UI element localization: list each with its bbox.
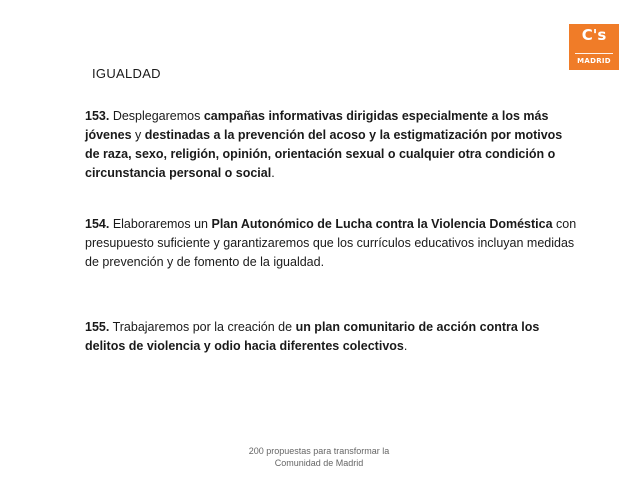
proposal-text: . <box>271 166 275 180</box>
proposal-154 <box>85 215 580 272</box>
proposal-text: . <box>403 339 408 353</box>
footer <box>219 445 419 469</box>
section-title: IGUALDAD <box>92 66 161 81</box>
proposal-153 <box>85 107 580 183</box>
logo-divider <box>575 53 613 54</box>
proposal-number: 153. <box>85 109 110 123</box>
proposal-number: 155. <box>85 320 110 334</box>
footer-line-2: Comunidad de Madrid <box>274 458 364 468</box>
footer-line-1: 200 propuestas para transformar la <box>248 446 390 456</box>
proposal-text: Trabajaremos por la creación de <box>109 320 296 334</box>
proposal-text-bold: campañas informativas dirigidas especialmente a los más jóvenes <box>85 109 549 142</box>
proposal-text: Desplegaremos <box>109 109 204 123</box>
proposal-text-bold: destinadas a la prevención del acoso y la estigmatización por motivos de raza, sexo, religión, opinión, orientación sexual o cualquier otra condición o circunstancia personal o social <box>85 128 563 180</box>
logo <box>569 24 619 70</box>
proposal-text-bold: un plan comunitario de acción contra los delitos de violencia y odio hacia diferentes colectivos <box>85 320 540 353</box>
proposal-text: y <box>131 128 145 142</box>
proposal-text: Elaboraremos un <box>109 217 212 231</box>
proposal-text-bold: Plan Autonómico de Lucha contra la Violencia Doméstica <box>211 217 553 231</box>
logo-subtitle: MADRID <box>577 57 611 65</box>
proposal-155 <box>85 318 580 356</box>
proposal-text: con presupuesto suficiente y garantizaremos que los currículos educativos incluyan medidas de prevención y de fomento de la igualdad. <box>85 217 577 269</box>
logo-mark: C's <box>581 26 607 44</box>
proposal-number: 154. <box>85 217 110 231</box>
